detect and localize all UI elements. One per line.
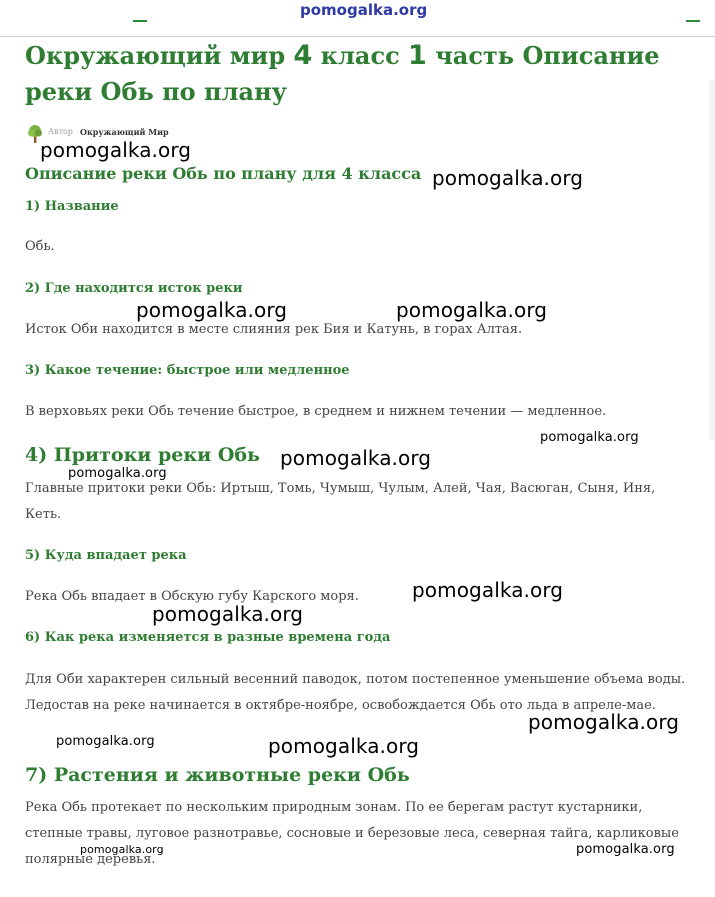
article <box>25 38 690 110</box>
header-dash <box>133 20 147 22</box>
watermark: pomogalka.org <box>80 843 164 856</box>
watermark: pomogalka.org <box>576 842 675 857</box>
page-title: Окружающий мир 4 класс 1 часть Описание реки Обь по плану <box>25 40 660 106</box>
section-text: Для Оби характерен сильный весенний паводок, потом постепенное уменьшение объема воды. Ледостав на реке начинается в октябре-ноябре, освобождается Обь ото льда в апреле-мае. <box>25 672 686 713</box>
author-name[interactable]: Окружающий Мир <box>80 127 169 137</box>
watermark: pomogalka.org <box>280 446 432 470</box>
watermark: pomogalka.org <box>268 734 420 758</box>
header-dash <box>686 20 700 22</box>
section-heading: 4) Притоки реки Обь <box>25 444 260 466</box>
sidebar-edge <box>709 80 715 440</box>
section-text: Главные притоки реки Обь: Иртыш, Томь, Чумыш, Чулым, Алей, Чая, Васюган, Сыня, Иня, Кеть. <box>25 481 656 522</box>
section-heading: 6) Как река изменяется в разные времена года <box>25 630 391 645</box>
watermark: pomogalka.org <box>40 138 192 162</box>
watermark: pomogalka.org <box>528 710 680 734</box>
top-bar <box>0 0 715 37</box>
section-text: В верховьях реки Обь течение быстрое, в среднем и нижнем течении — медленное. <box>25 404 607 419</box>
section-heading: 3) Какое течение: быстрое или медленное <box>25 363 350 378</box>
watermark: pomogalka.org <box>136 298 288 322</box>
section-text: Исток Оби находится в месте слияния рек Бия и Катунь, в горах Алтая. <box>25 322 523 337</box>
watermark: pomogalka.org <box>152 602 304 626</box>
section-heading: 2) Где находится исток реки <box>25 281 243 296</box>
section-text: Река Обь впадает в Обскую губу Карского моря. <box>25 589 359 604</box>
watermark: pomogalka.org <box>412 578 564 602</box>
watermark: pomogalka.org <box>56 734 155 749</box>
article-subtitle: Описание реки Обь по плану для 4 класса <box>25 164 422 183</box>
section-heading: 1) Название <box>25 199 119 214</box>
author-label: Автор <box>48 127 73 136</box>
section-heading: 5) Куда впадает река <box>25 548 187 563</box>
section-text: Обь. <box>25 239 55 254</box>
section-heading: 7) Растения и животные реки Обь <box>25 764 410 786</box>
watermark: pomogalka.org <box>68 466 167 481</box>
watermark: pomogalka.org <box>396 298 548 322</box>
watermark: pomogalka.org <box>540 430 639 445</box>
section-text: Река Обь протекает по нескольким природным зонам. По ее берегам растут кустарники, степные травы, луговое разнотравье, сосновые и березовые леса, северная тайга, карликовые полярные деревья. <box>25 800 679 867</box>
watermark: pomogalka.org <box>432 166 584 190</box>
site-name[interactable]: pomogalka.org <box>300 1 428 19</box>
